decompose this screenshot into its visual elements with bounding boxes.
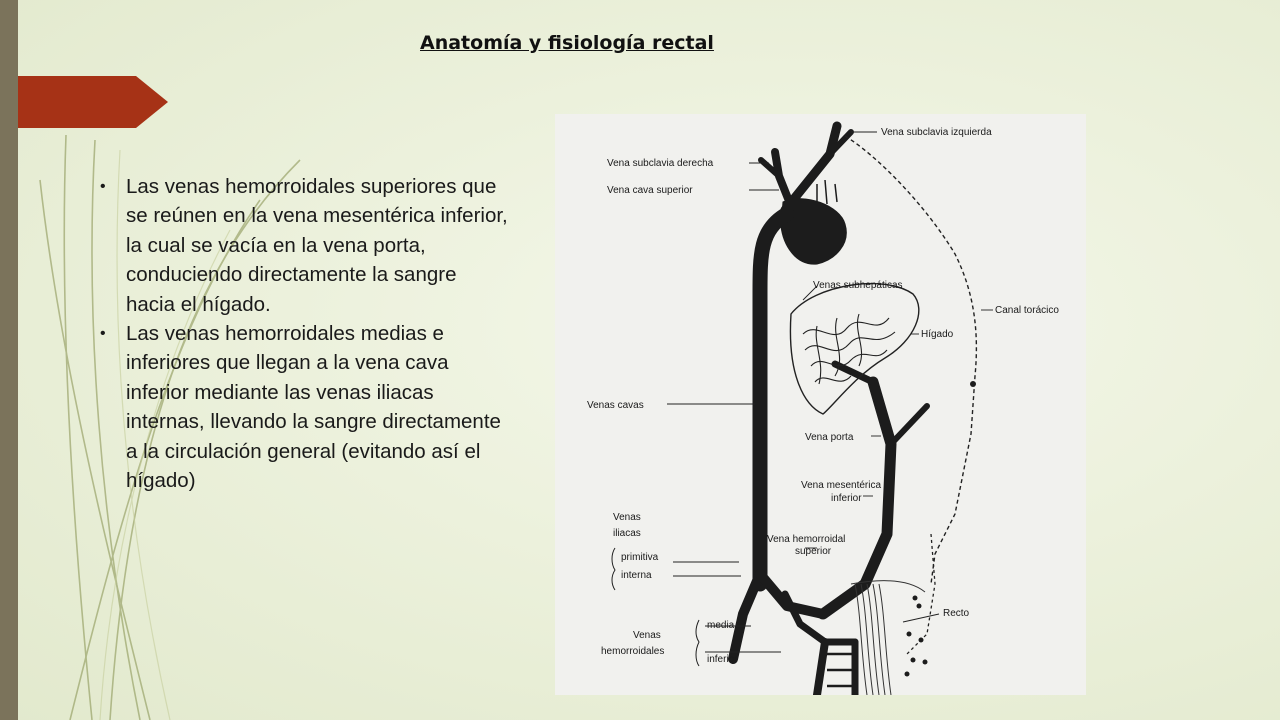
- label-vena-mesenterica-1: Vena mesentérica: [801, 480, 882, 491]
- label-vena-mesenterica-2: inferior: [831, 493, 862, 504]
- label-primitiva: primitiva: [621, 552, 659, 563]
- label-vena-subclavia-derecha: Vena subclavia derecha: [607, 158, 714, 169]
- label-recto: Recto: [943, 608, 970, 619]
- accent-arrow-tab: [18, 76, 168, 128]
- label-venas-subhepaticas: Venas subhepáticas: [813, 280, 903, 291]
- bullet-item: • Las venas hemorroidales medias e inferiores que llegan a la vena cava inferior mediante las venas iliacas internas, llevando la sangre directamente a la circulación general (evitando así el hígado): [100, 319, 510, 495]
- label-vena-hemorroidal-1: Vena hemorroidal: [767, 534, 846, 545]
- bullet-list: [100, 172, 510, 495]
- label-media: media: [707, 620, 735, 631]
- label-venas-hemorroidales-2: hemorroidales: [601, 646, 665, 657]
- label-canal-toracico: Canal torácico: [995, 305, 1059, 316]
- label-vena-hemorroidal-2: superior: [795, 546, 832, 557]
- label-venas-cavas: Venas cavas: [587, 400, 644, 411]
- slide-title: Anatomía y fisiología rectal: [420, 32, 714, 54]
- label-venas-iliacas-1: Venas: [613, 512, 641, 523]
- bullet-item: • Las venas hemorroidales superiores que se reúnen en la vena mesentérica inferior, la cual se vacía en la vena porta, conduciendo directamente la sangre hacia el hígado.: [100, 172, 510, 319]
- label-vena-porta: Vena porta: [805, 432, 854, 443]
- label-higado: Hígado: [921, 329, 954, 340]
- label-inferior: inferior: [707, 654, 738, 665]
- label-interna: interna: [621, 570, 652, 581]
- label-venas-hemorroidales-1: Venas: [633, 630, 661, 641]
- venous-drainage-diagram: [555, 114, 1086, 695]
- label-vena-subclavia-izquierda: Vena subclavia izquierda: [881, 127, 992, 138]
- label-venas-iliacas-2: iliacas: [613, 528, 641, 539]
- label-vena-cava-superior: Vena cava superior: [607, 185, 693, 196]
